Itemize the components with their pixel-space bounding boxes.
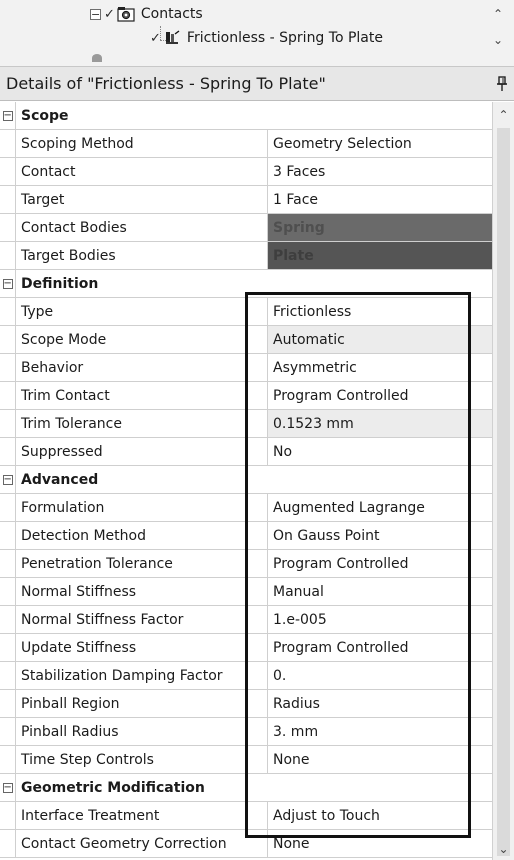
property-row[interactable] bbox=[0, 634, 492, 662]
property-value[interactable]: Automatic bbox=[268, 326, 492, 353]
category-label: Advanced bbox=[21, 471, 99, 488]
property-row[interactable] bbox=[0, 690, 492, 718]
property-row[interactable] bbox=[0, 494, 492, 522]
property-row[interactable] bbox=[0, 746, 492, 774]
property-value[interactable]: 3 Faces bbox=[273, 163, 326, 180]
property-name: Penetration Tolerance bbox=[16, 550, 268, 577]
details-title: Details of "Frictionless - Spring To Plate" bbox=[6, 74, 326, 93]
property-value[interactable]: Frictionless bbox=[273, 303, 352, 320]
property-name: Contact bbox=[16, 158, 268, 185]
category-label: Definition bbox=[21, 275, 99, 292]
property-value[interactable]: Program Controlled bbox=[273, 555, 409, 572]
category-label: Scope bbox=[21, 107, 69, 124]
property-row[interactable] bbox=[0, 298, 492, 326]
scroll-down-icon[interactable]: ⌄ bbox=[492, 33, 504, 47]
collapse-icon[interactable]: − bbox=[3, 109, 12, 121]
property-value[interactable]: Manual bbox=[273, 583, 324, 600]
property-value[interactable]: No bbox=[273, 443, 293, 460]
property-name: Interface Treatment bbox=[16, 802, 268, 829]
scroll-up-icon[interactable]: ⌃ bbox=[498, 108, 509, 122]
property-value[interactable]: Adjust to Touch bbox=[273, 807, 380, 824]
details-header bbox=[0, 67, 514, 101]
scroll-down-icon[interactable]: ⌄ bbox=[498, 842, 509, 856]
property-row[interactable] bbox=[0, 522, 492, 550]
check-icon: ✓ bbox=[104, 6, 115, 22]
property-name: Contact Geometry Correction bbox=[16, 830, 268, 857]
tree-node-contacts[interactable] bbox=[90, 2, 203, 26]
property-value[interactable]: Geometry Selection bbox=[273, 135, 412, 152]
collapse-icon[interactable]: − bbox=[91, 7, 101, 21]
property-name: Time Step Controls bbox=[16, 746, 268, 773]
property-value[interactable]: Program Controlled bbox=[273, 387, 409, 404]
property-row[interactable] bbox=[0, 578, 492, 606]
collapse-icon[interactable]: − bbox=[3, 277, 12, 289]
property-row[interactable] bbox=[0, 354, 492, 382]
property-name: Type bbox=[16, 298, 268, 325]
property-name: Scoping Method bbox=[16, 130, 268, 157]
property-value[interactable]: Program Controlled bbox=[273, 639, 409, 656]
property-name: Detection Method bbox=[16, 522, 268, 549]
contacts-folder-icon bbox=[117, 6, 135, 22]
property-value[interactable]: 0.1523 mm bbox=[268, 410, 492, 437]
tree-node-frictionless-contact[interactable] bbox=[150, 26, 383, 50]
property-value-shaded[interactable]: Spring bbox=[268, 214, 492, 241]
property-name: Target Bodies bbox=[16, 242, 268, 269]
collapse-icon[interactable]: − bbox=[3, 781, 12, 793]
property-row[interactable] bbox=[0, 410, 492, 438]
category-advanced[interactable] bbox=[0, 466, 492, 494]
property-name: Pinball Radius bbox=[16, 718, 268, 745]
property-row[interactable] bbox=[0, 550, 492, 578]
pin-icon[interactable] bbox=[496, 76, 508, 92]
category-label: Geometric Modification bbox=[21, 779, 205, 796]
property-name: Scope Mode bbox=[16, 326, 268, 353]
property-value[interactable]: Radius bbox=[273, 695, 320, 712]
category-geometric-modification[interactable] bbox=[0, 774, 492, 802]
property-row[interactable] bbox=[0, 662, 492, 690]
property-name: Normal Stiffness Factor bbox=[16, 606, 268, 633]
property-name: Target bbox=[16, 186, 268, 213]
property-value[interactable]: On Gauss Point bbox=[273, 527, 380, 544]
property-value[interactable]: Augmented Lagrange bbox=[273, 499, 425, 516]
property-row[interactable] bbox=[0, 802, 492, 830]
property-name: Suppressed bbox=[16, 438, 268, 465]
property-row[interactable] bbox=[0, 326, 492, 354]
property-name: Pinball Region bbox=[16, 690, 268, 717]
scroll-up-icon[interactable]: ⌃ bbox=[492, 7, 504, 21]
property-name: Trim Contact bbox=[16, 382, 268, 409]
property-row[interactable] bbox=[0, 718, 492, 746]
property-name: Trim Tolerance bbox=[16, 410, 268, 437]
property-row[interactable] bbox=[0, 382, 492, 410]
collapse-icon[interactable]: − bbox=[3, 473, 12, 485]
property-name: Formulation bbox=[16, 494, 268, 521]
category-scope[interactable] bbox=[0, 102, 492, 130]
property-value[interactable]: 3. mm bbox=[273, 723, 319, 740]
property-value[interactable]: 0. bbox=[273, 667, 287, 684]
property-row[interactable] bbox=[0, 186, 492, 214]
property-name: Stabilization Damping Factor bbox=[16, 662, 268, 689]
property-name: Normal Stiffness bbox=[16, 578, 268, 605]
details-grid bbox=[0, 102, 492, 858]
property-row[interactable] bbox=[0, 130, 492, 158]
property-value-shaded[interactable]: Plate bbox=[268, 242, 492, 269]
property-row[interactable] bbox=[0, 242, 492, 270]
scrollbar-thumb[interactable] bbox=[497, 128, 510, 856]
property-value[interactable]: Asymmetric bbox=[273, 359, 357, 376]
vertical-scrollbar[interactable] bbox=[492, 102, 514, 860]
tree-node-icon-partial bbox=[92, 54, 102, 62]
property-row[interactable] bbox=[0, 438, 492, 466]
property-row[interactable] bbox=[0, 606, 492, 634]
tree-node-label: Contacts bbox=[140, 6, 203, 22]
property-value[interactable]: None bbox=[273, 835, 310, 852]
category-definition[interactable] bbox=[0, 270, 492, 298]
property-row[interactable] bbox=[0, 830, 492, 858]
property-row[interactable] bbox=[0, 214, 492, 242]
property-name: Behavior bbox=[16, 354, 268, 381]
check-icon: ✓ bbox=[150, 30, 161, 46]
property-row[interactable] bbox=[0, 158, 492, 186]
outline-tree bbox=[0, 0, 514, 67]
property-name: Update Stiffness bbox=[16, 634, 268, 661]
property-value[interactable]: 1.e-005 bbox=[273, 611, 327, 628]
property-value[interactable]: 1 Face bbox=[273, 191, 319, 208]
contact-region-icon bbox=[163, 30, 181, 46]
property-value[interactable]: None bbox=[273, 751, 310, 768]
tree-node-label: Frictionless - Spring To Plate bbox=[186, 30, 383, 46]
property-name: Contact Bodies bbox=[16, 214, 268, 241]
